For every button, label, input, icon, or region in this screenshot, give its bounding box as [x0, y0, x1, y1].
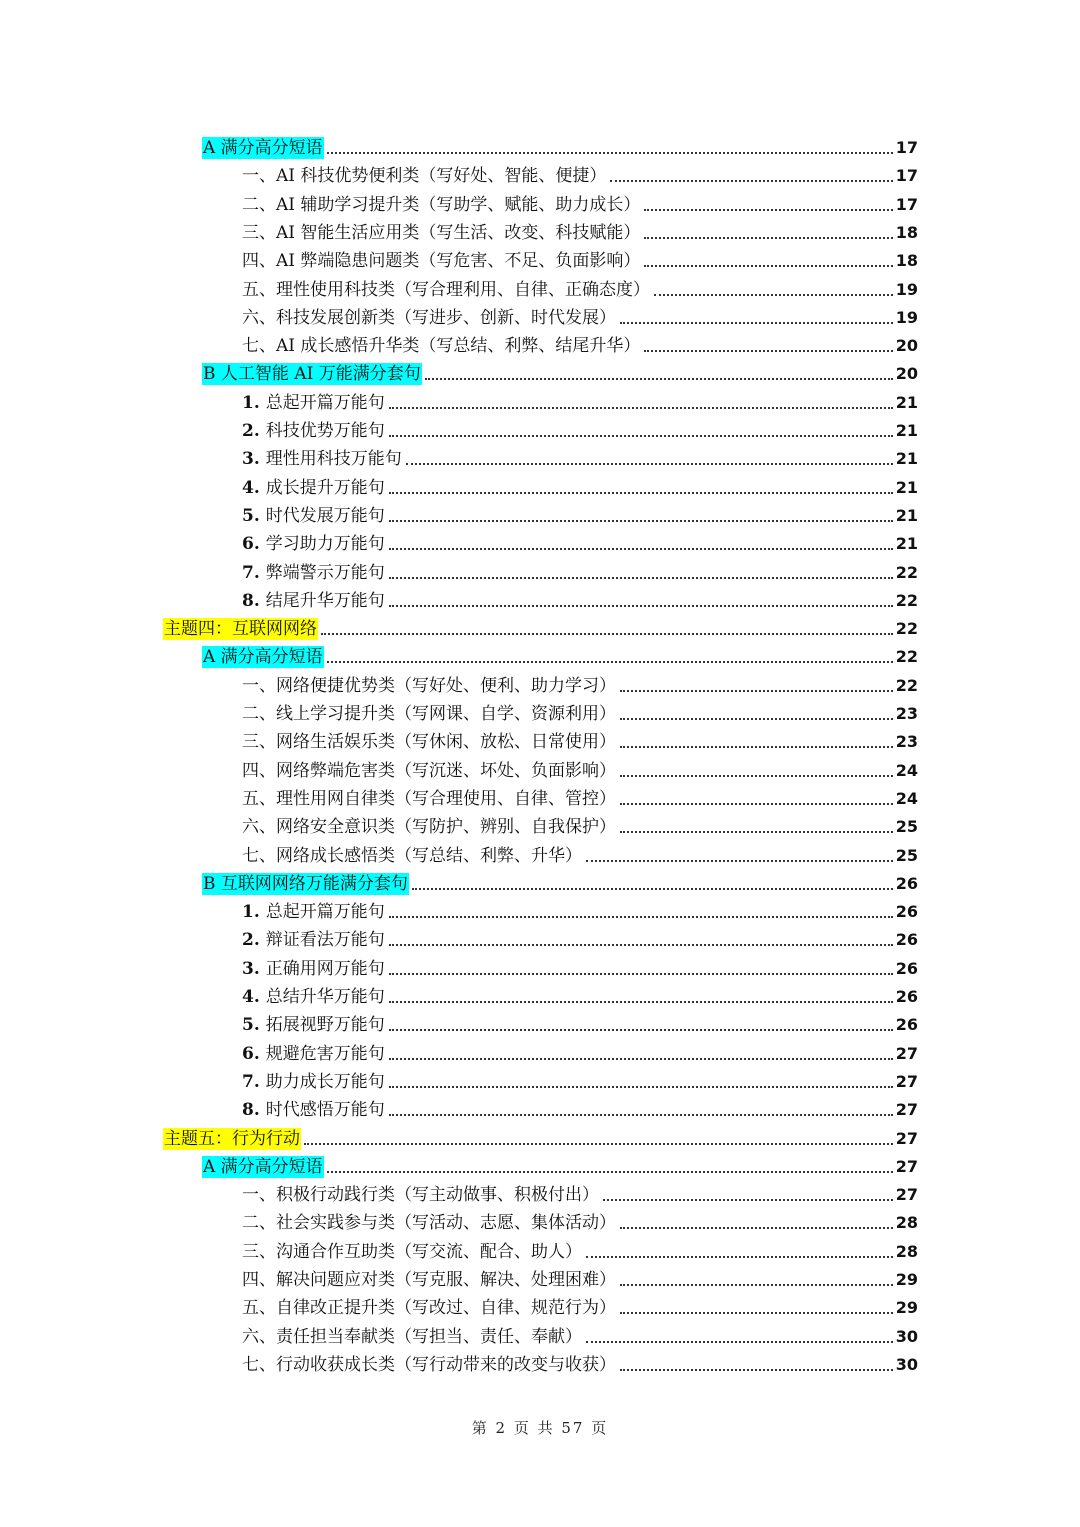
toc-page-number: 17 — [895, 166, 918, 186]
toc-entry-item[interactable] — [241, 1008, 918, 1036]
dot-leader — [644, 350, 892, 352]
toc-page-number: 27 — [895, 1156, 918, 1176]
toc-page-number: 27 — [895, 1043, 918, 1063]
toc-page-number: 18 — [895, 222, 918, 242]
toc-entry-label — [241, 505, 386, 527]
dot-leader — [389, 407, 893, 409]
toc-entry-label: B 互联网网络万能满分套句 — [203, 873, 408, 894]
toc-entry-sub[interactable] — [241, 216, 918, 244]
toc-entry-text: 助力成长万能句 — [265, 1071, 385, 1092]
toc-entry-sub[interactable] — [241, 1235, 918, 1263]
toc-entry-label — [241, 1014, 386, 1036]
toc-entry-number: 5. — [242, 1015, 260, 1036]
toc-page-number: 30 — [895, 1326, 918, 1346]
toc-entry-label: 二、社会实践参与类（写活动、志愿、集体活动） — [242, 1213, 616, 1234]
toc-entry-item[interactable] — [241, 499, 918, 527]
toc-entry-label — [241, 1043, 386, 1065]
toc-entry-sub[interactable] — [241, 810, 918, 838]
toc-entry-section[interactable] — [202, 1150, 918, 1178]
toc-entry-text: 总起开篇万能句 — [265, 902, 385, 923]
toc-page-number: 27 — [895, 1071, 918, 1091]
dot-leader — [389, 577, 893, 579]
toc-entry-label: 一、网络便捷优势类（写好处、便利、助力学习） — [242, 675, 616, 696]
toc-entry-label: 一、AI 科技优势便利类（写好处、智能、便捷） — [242, 166, 607, 187]
toc-page-number: 22 — [895, 562, 918, 582]
dot-leader — [389, 548, 893, 550]
toc-page-number: 21 — [895, 534, 918, 554]
toc-entry-sub[interactable] — [241, 782, 918, 810]
toc-entry-number: 8. — [242, 1100, 260, 1121]
toc-page-number: 22 — [895, 647, 918, 667]
toc-page-number: 26 — [895, 873, 918, 893]
toc-page-number: 17 — [895, 194, 918, 214]
toc-entry-sub[interactable] — [241, 725, 918, 753]
toc-entry-text: 成长提升万能句 — [265, 477, 385, 498]
toc-entry-number: 6. — [242, 534, 260, 555]
toc-entry-sub[interactable] — [241, 669, 918, 697]
dot-leader — [327, 661, 893, 663]
toc-entry-label: 七、网络成长感悟类（写总结、利弊、升华） — [242, 845, 582, 866]
toc-entry-topic[interactable] — [163, 612, 918, 640]
toc-entry-section[interactable] — [202, 867, 918, 895]
toc-entry-text: 拓展视野万能句 — [265, 1015, 385, 1036]
toc-entry-label: A 满分高分短语 — [203, 138, 323, 158]
toc-entry-label: 六、责任担当奉献类（写担当、责任、奉献） — [242, 1326, 582, 1347]
toc-page-number: 23 — [895, 732, 918, 752]
toc-entry-label: 三、AI 智能生活应用类（写生活、改变、科技赋能） — [242, 222, 641, 243]
toc-entry-sub[interactable] — [241, 1263, 918, 1291]
toc-entry-number: 7. — [242, 1071, 260, 1092]
toc-entry-sub[interactable] — [241, 697, 918, 725]
toc-entry-item[interactable] — [241, 980, 918, 1008]
dot-leader — [389, 944, 893, 946]
dot-leader — [389, 520, 893, 522]
toc-page-number: 21 — [895, 421, 918, 440]
toc-entry-number: 1. — [242, 902, 260, 923]
toc-entry-label: 二、AI 辅助学习提升类（写助学、赋能、助力成长） — [242, 194, 641, 215]
toc-entry-item[interactable] — [241, 442, 918, 470]
dot-leader — [620, 803, 893, 805]
toc-entry-text: 学习助力万能句 — [265, 534, 385, 555]
toc-entry-item[interactable] — [241, 1093, 918, 1121]
toc-entry-label — [241, 477, 386, 499]
toc-entry-text: 时代感悟万能句 — [265, 1100, 385, 1121]
toc-entry-sub[interactable] — [241, 159, 918, 187]
dot-leader — [389, 1001, 893, 1003]
toc-entry-text: 结尾升华万能句 — [265, 590, 385, 611]
toc-entry-label: B 人工智能 AI 万能满分套句 — [203, 364, 421, 385]
toc-page-number: 27 — [895, 1100, 918, 1120]
toc-entry-label: 四、网络弊端危害类（写沉迷、坏处、负面影响） — [242, 760, 616, 781]
toc-entry-item[interactable] — [241, 527, 918, 555]
toc-entry-label: 五、理性用网自律类（写合理使用、自律、管控） — [242, 788, 616, 809]
toc-entry-sub[interactable] — [241, 1348, 918, 1376]
dot-leader — [327, 152, 893, 154]
toc-entry-sub[interactable] — [241, 244, 918, 272]
toc-page-number: 29 — [895, 1298, 918, 1318]
toc-entry-label: 六、科技发展创新类（写进步、创新、时代发展） — [242, 307, 616, 328]
toc-entry-item[interactable] — [241, 556, 918, 584]
toc-entry-sub[interactable] — [241, 301, 918, 329]
dot-leader — [620, 1312, 893, 1314]
toc-page-number: 17 — [895, 138, 918, 157]
toc-entry-label — [241, 533, 386, 555]
toc-entry-number: 8. — [242, 590, 260, 611]
toc-page-number: 21 — [895, 392, 918, 412]
toc-entry-label: 主题五：行为行动 — [164, 1128, 300, 1149]
toc-entry-number: 5. — [242, 505, 260, 526]
toc-entry-text: 总结升华万能句 — [265, 987, 385, 1007]
toc-entry-text: 正确用网万能句 — [265, 958, 385, 979]
toc-entry-text: 科技优势万能句 — [265, 421, 385, 441]
dot-leader — [644, 209, 892, 211]
toc-entry-number: 2. — [242, 421, 260, 441]
toc-entry-text: 辩证看法万能句 — [265, 930, 385, 951]
dot-leader — [406, 463, 893, 465]
toc-entry-label: 一、积极行动践行类（写主动做事、积极付出） — [242, 1185, 599, 1206]
toc-page-number: 25 — [895, 817, 918, 837]
toc-page-number: 28 — [895, 1213, 918, 1233]
dot-leader — [620, 831, 893, 833]
toc-page-number: 30 — [895, 1354, 918, 1374]
toc-entry-label: 七、行动收获成长类（写行动带来的改变与收获） — [242, 1354, 616, 1375]
toc-entry-sub[interactable] — [241, 188, 918, 216]
dot-leader — [389, 492, 893, 494]
toc-page-number: 27 — [895, 1128, 918, 1148]
toc-entry-label: A 满分高分短语 — [203, 1156, 323, 1177]
dot-leader — [304, 1143, 893, 1145]
toc-entry-label — [241, 1099, 386, 1121]
dot-leader — [321, 633, 893, 635]
toc-entry-label: 四、解决问题应对类（写克服、解决、处理困难） — [242, 1270, 616, 1290]
toc-page-number: 24 — [895, 760, 918, 780]
dot-leader — [644, 265, 892, 267]
dot-leader — [620, 1227, 893, 1229]
dot-leader — [586, 1256, 893, 1258]
toc-entry-label — [241, 420, 386, 442]
toc-entry-text: 规避危害万能句 — [265, 1043, 385, 1064]
toc-entry-sub[interactable] — [241, 839, 918, 867]
toc-entry-sub[interactable] — [241, 1206, 918, 1234]
toc-entry-number: 4. — [242, 477, 260, 498]
dot-leader — [620, 718, 893, 720]
toc-entry-sub[interactable] — [241, 1320, 918, 1348]
dot-leader — [389, 973, 893, 975]
dot-leader — [389, 605, 893, 607]
toc-page-number: 29 — [895, 1270, 918, 1289]
toc-entry-sub[interactable] — [241, 1178, 918, 1206]
toc-page-number: 22 — [895, 619, 918, 639]
toc-entry-label — [241, 958, 386, 980]
toc-entry-section[interactable] — [202, 640, 918, 668]
toc-entry-label — [241, 986, 386, 1008]
toc-entry-number: 1. — [242, 392, 260, 413]
toc-entry-number: 6. — [242, 1043, 260, 1064]
toc-entry-text: 总起开篇万能句 — [265, 392, 385, 413]
toc-page-number: 19 — [895, 307, 918, 327]
toc-entry-item[interactable] — [241, 895, 918, 923]
toc-page-number: 23 — [895, 704, 918, 723]
dot-leader — [620, 1369, 893, 1371]
toc-entry-item[interactable] — [241, 584, 918, 612]
toc-page-number: 21 — [895, 449, 918, 469]
toc-entry-topic[interactable] — [163, 1122, 918, 1150]
toc-entry-label: 三、沟通合作互助类（写交流、配合、助人） — [242, 1241, 582, 1262]
toc-entry-label: 主题四：互联网网络 — [164, 619, 317, 640]
toc-entry-number: 4. — [242, 987, 260, 1007]
toc-entry-label — [241, 392, 386, 414]
toc-entry-item[interactable] — [241, 386, 918, 414]
dot-leader — [586, 860, 893, 862]
toc-page-number: 21 — [895, 505, 918, 525]
toc-entry-label: A 满分高分短语 — [203, 647, 323, 668]
toc-entry-label: 六、网络安全意识类（写防护、辨别、自我保护） — [242, 817, 616, 838]
toc-page-number: 20 — [895, 336, 918, 356]
dot-leader — [389, 1114, 893, 1116]
toc-entry-label: 七、AI 成长感悟升华类（写总结、利弊、结尾升华） — [242, 336, 641, 357]
toc-entry-item[interactable] — [241, 1065, 918, 1093]
toc-page-number: 26 — [895, 1015, 918, 1035]
toc-entry-sub[interactable] — [241, 1291, 918, 1319]
toc-entry-sub[interactable] — [241, 754, 918, 782]
toc-page-number: 25 — [895, 845, 918, 865]
toc-page-number: 26 — [895, 930, 918, 950]
dot-leader — [389, 435, 893, 437]
dot-leader — [389, 1058, 893, 1060]
toc-page-number: 28 — [895, 1241, 918, 1261]
toc-entry-text: 弊端警示万能句 — [265, 562, 385, 583]
toc-entry-item[interactable] — [241, 952, 918, 980]
toc-entry-section[interactable] — [202, 357, 918, 385]
toc-entry-label — [241, 901, 386, 923]
dot-leader — [620, 775, 893, 777]
dot-leader — [620, 1284, 893, 1286]
dot-leader — [586, 1341, 893, 1343]
toc-entry-label — [241, 562, 386, 584]
toc-entry-sub[interactable] — [241, 273, 918, 301]
toc-page-number: 20 — [895, 364, 918, 384]
toc-page-number: 19 — [895, 279, 918, 299]
toc-entry-label: 三、网络生活娱乐类（写休闲、放松、日常使用） — [242, 732, 616, 753]
toc-entry-label — [241, 448, 403, 470]
dot-leader — [644, 237, 892, 239]
toc-page-number: 26 — [895, 987, 918, 1006]
dot-leader — [425, 378, 893, 380]
toc-entry-label: 二、线上学习提升类（写网课、自学、资源利用） — [242, 704, 616, 724]
toc-entry-label: 五、自律改正提升类（写改过、自律、规范行为） — [242, 1298, 616, 1319]
toc-page-number: 27 — [895, 1185, 918, 1205]
toc-entry-number: 2. — [242, 930, 260, 951]
dot-leader — [327, 1171, 893, 1173]
toc-page-number: 22 — [895, 590, 918, 610]
dot-leader — [620, 746, 893, 748]
toc-entry-section[interactable] — [202, 131, 918, 159]
toc-page-number: 22 — [895, 675, 918, 695]
toc-entry-label: 四、AI 弊端隐患问题类（写危害、不足、负面影响） — [242, 251, 641, 272]
page-footer: 第 2 页 共 57 页 — [471, 1419, 609, 1437]
dot-leader — [389, 916, 893, 918]
toc-entry-item[interactable] — [241, 471, 918, 499]
dot-leader — [620, 690, 893, 692]
toc-entry-text: 时代发展万能句 — [265, 505, 385, 526]
toc-entry-number: 7. — [242, 562, 260, 583]
toc-page-number: 18 — [895, 251, 918, 271]
toc-entry-item[interactable] — [241, 1037, 918, 1065]
toc-entry-label — [241, 929, 386, 951]
toc-entry-label: 五、理性使用科技类（写合理利用、自律、正确态度） — [242, 279, 650, 300]
dot-leader — [389, 1029, 893, 1031]
toc-page-number: 26 — [895, 902, 918, 922]
dot-leader — [389, 1086, 893, 1088]
toc-entry-number: 3. — [242, 449, 260, 470]
dot-leader — [610, 180, 892, 182]
dot-leader — [654, 294, 893, 296]
toc-entry-number: 3. — [242, 958, 260, 979]
toc-entry-item[interactable] — [241, 414, 918, 442]
toc-entry-label — [241, 1071, 386, 1093]
toc-page-number: 21 — [895, 477, 918, 497]
toc-page-number: 26 — [895, 958, 918, 978]
dot-leader — [620, 322, 893, 324]
toc-entry-sub[interactable] — [241, 329, 918, 357]
toc-entry-text: 理性用科技万能句 — [265, 449, 402, 470]
dot-leader — [412, 888, 893, 890]
toc-page-number: 24 — [895, 788, 918, 808]
toc-entry-label — [241, 590, 386, 612]
dot-leader — [603, 1199, 893, 1201]
toc-entry-item[interactable] — [241, 923, 918, 951]
